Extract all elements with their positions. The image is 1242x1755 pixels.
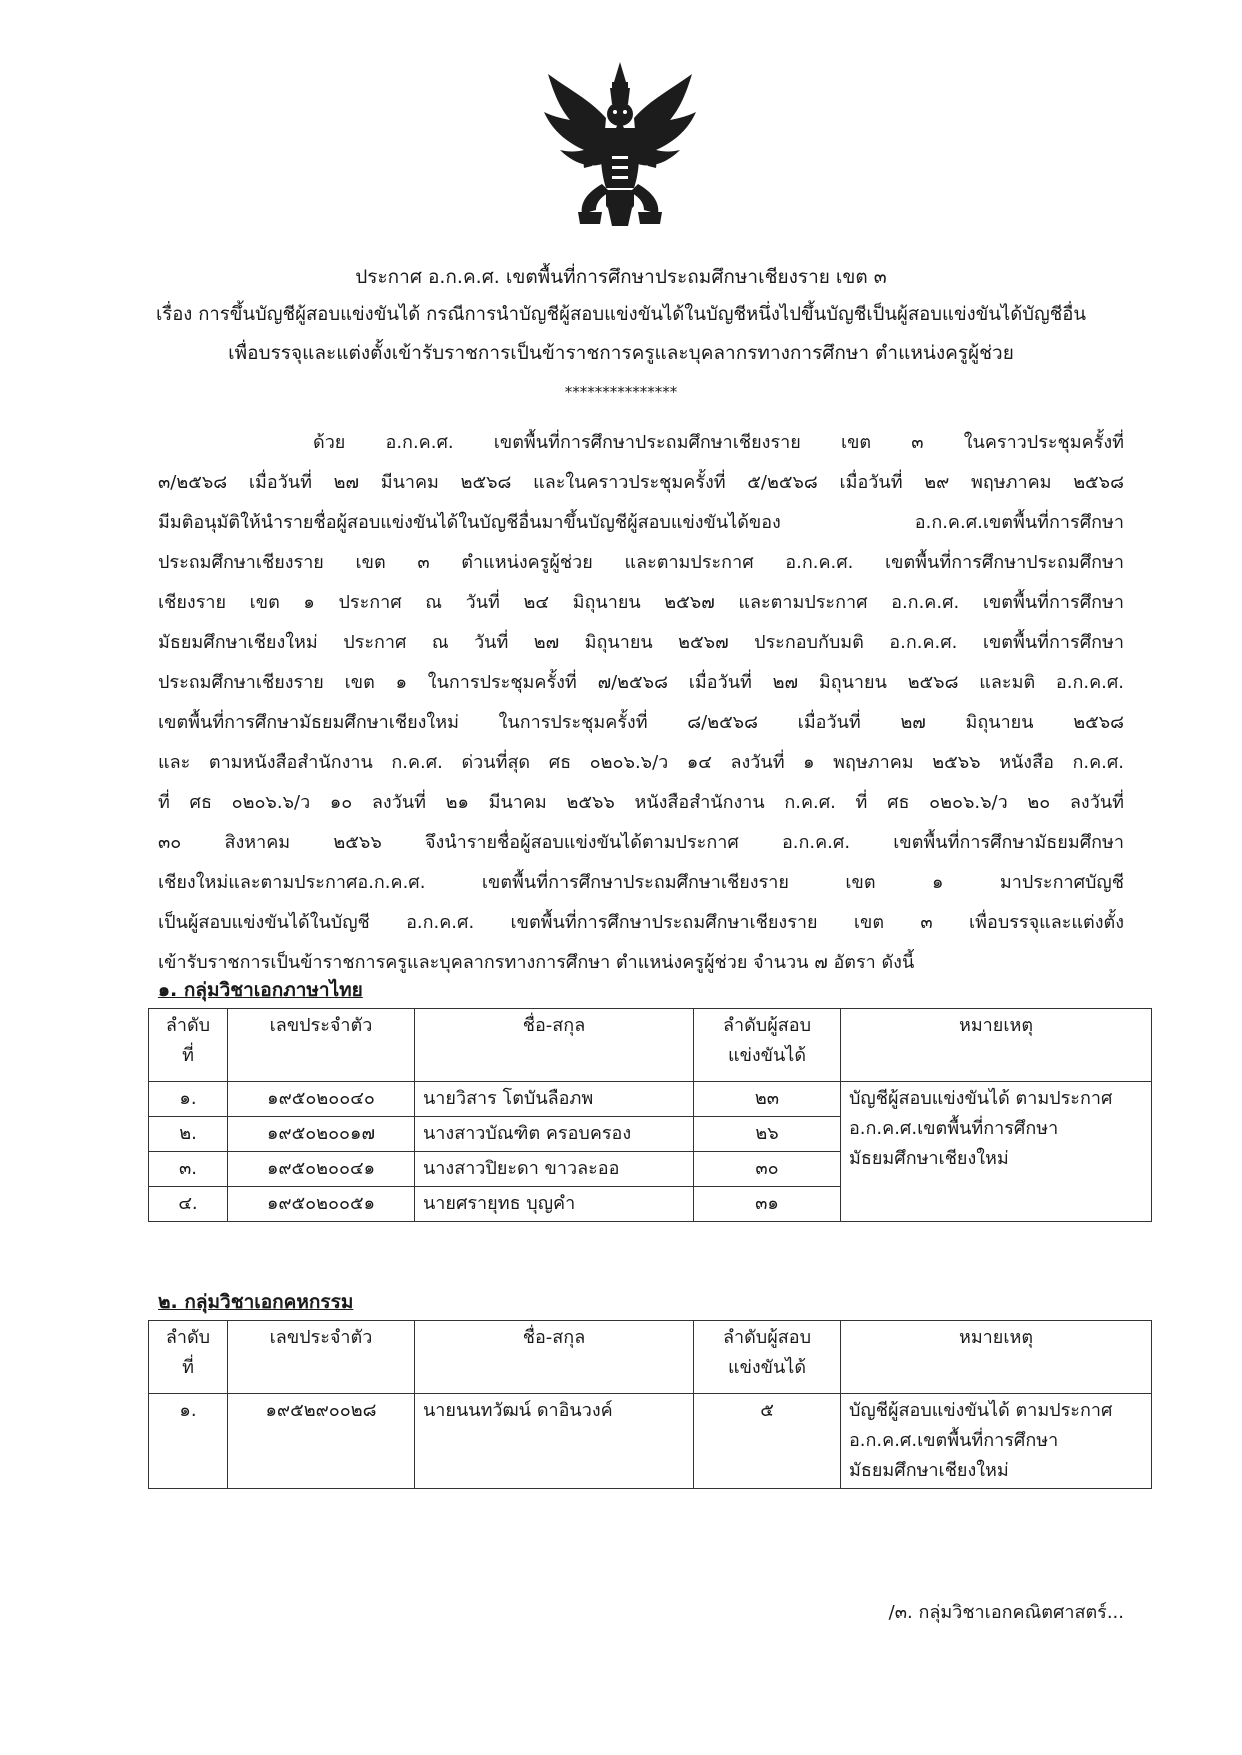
body-line-3: มีมติอนุมัติให้นำรายชื่อผู้สอบแข่งขันได้ในบัญชีอื่นมาขึ้นบัญชีผู้สอบแข่งขันได้ของ อ.ก.ค.ศ.เขตพื้นที่การศึกษา xyxy=(158,512,1124,533)
row-id: ๑๙๕๐๒๐๐๔๐ xyxy=(228,1082,415,1117)
row-note: บัญชีผู้สอบแข่งขันได้ ตามประกาศ อ.ก.ค.ศ.เขตพื้นที่การศึกษา มัธยมศึกษาเชียงใหม่ xyxy=(841,1394,1152,1489)
row-id: ๑๙๕๐๒๐๐๑๗ xyxy=(228,1117,415,1152)
garuda-emblem-icon xyxy=(540,60,700,230)
body-line-2: ๓/๒๕๖๘ เมื่อวันที่ ๒๗ มีนาคม ๒๕๖๘ และในคราวประชุมครั้งที่ ๕/๒๕๖๘ เมื่อวันที่ ๒๙ พฤษภาคม ๒๕๖๘ xyxy=(158,472,1124,493)
header-no: ลำดับ ที่ xyxy=(149,1009,228,1082)
body-line-14: เข้ารับราชการเป็นข้าราชการครูและบุคลากรทางการศึกษา ตำแหน่งครูผู้ช่วย จำนวน ๗ อัตรา ดังนี้ xyxy=(158,952,915,973)
table-header-row xyxy=(149,1009,1152,1082)
row-name: นายวิสาร โตบันลือภพ xyxy=(415,1082,694,1117)
body-line-9: และ ตามหนังสือสำนักงาน ก.ค.ศ. ด่วนที่สุด ศธ ๐๒๐๖.๖/ว ๑๔ ลงวันที่ ๑ พฤษภาคม ๒๕๖๖ หนังสือ ก.ค.ศ. xyxy=(158,752,1124,773)
body-line-13: เป็นผู้สอบแข่งขันได้ในบัญชี อ.ก.ค.ศ. เขตพื้นที่การศึกษาประถมศึกษาเชียงราย เขต ๓ เพื่อบรรจุและแต่งตั้ง xyxy=(158,912,1124,933)
body-line-4: ประถมศึกษาเชียงราย เขต ๓ ตำแหน่งครูผู้ช่วย และตามประกาศ อ.ก.ค.ศ. เขตพื้นที่การศึกษาประถมศึกษา xyxy=(158,552,1124,573)
separator-stars: *************** xyxy=(564,383,678,401)
roster-table-home-economics xyxy=(148,1320,1152,1489)
header-note: หมายเหตุ xyxy=(841,1009,1152,1082)
row-name: นายนนทวัฒน์ ดาอินวงค์ xyxy=(415,1394,694,1489)
announcement-purpose: เพื่อบรรจุและแต่งตั้งเข้ารับราชการเป็นข้าราชการครูและบุคลากรทางการศึกษา ตำแหน่งครูผู้ช่วย xyxy=(228,342,1014,364)
announcement-subject: เรื่อง การขึ้นบัญชีผู้สอบแข่งขันได้ กรณีการนำบัญชีผู้สอบแข่งขันได้ในบัญชีหนึ่งไปขึ้นบัญชีเป็นผู้สอบแข่งขันได้บัญชีอื่น xyxy=(155,304,1087,325)
section-title-home-economics: ๒. กลุ่มวิชาเอกคหกรรม xyxy=(158,1291,354,1313)
header-note: หมายเหตุ xyxy=(841,1321,1152,1394)
body-line-12: เชียงใหม่และตามประกาศอ.ก.ค.ศ. เขตพื้นที่การศึกษาประถมศึกษาเชียงราย เขต ๑ มาประกาศบัญชี xyxy=(158,872,1124,893)
body-line-8: เขตพื้นที่การศึกษามัธยมศึกษาเชียงใหม่ ในการประชุมครั้งที่ ๘/๒๕๖๘ เมื่อวันที่ ๒๗ มิถุนายน ๒๕๖๘ xyxy=(158,712,1124,733)
body-line-11: ๓๐ สิงหาคม ๒๕๖๖ จึงนำรายชื่อผู้สอบแข่งขันได้ตามประกาศ อ.ก.ค.ศ. เขตพื้นที่การศึกษามัธยมศึกษา xyxy=(158,832,1124,853)
announcement-title: ประกาศ อ.ก.ค.ศ. เขตพื้นที่การศึกษาประถมศึกษาเชียงราย เขต ๓ xyxy=(355,266,887,288)
header-id: เลขประจำตัว xyxy=(228,1009,415,1082)
row-no: ๑. xyxy=(149,1082,228,1117)
header-rank: ลำดับผู้สอบ แข่งขันได้ xyxy=(694,1321,841,1394)
row-rank: ๓๐ xyxy=(694,1152,841,1187)
row-name: นางสาวบัณฑิต ครอบครอง xyxy=(415,1117,694,1152)
body-line-6: มัธยมศึกษาเชียงใหม่ ประกาศ ณ วันที่ ๒๗ มิถุนายน ๒๕๖๗ ประกอบกับมติ อ.ก.ค.ศ. เขตพื้นที่การศึกษา xyxy=(158,632,1124,653)
section-title-thai: ๑. กลุ่มวิชาเอกภาษาไทย xyxy=(158,979,363,1001)
table-header-row xyxy=(149,1321,1152,1394)
row-no: ๔. xyxy=(149,1187,228,1222)
row-rank: ๒๓ xyxy=(694,1082,841,1117)
body-line-5: เชียงราย เขต ๑ ประกาศ ณ วันที่ ๒๔ มิถุนายน ๒๕๖๗ และตามประกาศ อ.ก.ค.ศ. เขตพื้นที่การศึกษา xyxy=(158,592,1124,613)
row-id: ๑๙๕๐๒๐๐๕๑ xyxy=(228,1187,415,1222)
header-no: ลำดับ ที่ xyxy=(149,1321,228,1394)
row-rank: ๒๖ xyxy=(694,1117,841,1152)
header-id: เลขประจำตัว xyxy=(228,1321,415,1394)
body-line-7: ประถมศึกษาเชียงราย เขต ๑ ในการประชุมครั้งที่ ๗/๒๕๖๘ เมื่อวันที่ ๒๗ มิถุนายน ๒๕๖๘ และมติ อ.ก.ค.ศ. xyxy=(158,672,1124,693)
row-rank: ๓๑ xyxy=(694,1187,841,1222)
table-row xyxy=(149,1082,1152,1117)
body-line-10: ที่ ศธ ๐๒๐๖.๖/ว ๑๐ ลงวันที่ ๒๑ มีนาคม ๒๕๖๖ หนังสือสำนักงาน ก.ค.ศ. ที่ ศธ ๐๒๐๖.๖/ว ๒๐ ลงวันที่ xyxy=(158,792,1124,813)
header-rank: ลำดับผู้สอบ แข่งขันได้ xyxy=(694,1009,841,1082)
continuation-note: /๓. กลุ่มวิชาเอกคณิตศาสตร์... xyxy=(888,1602,1124,1623)
body-line-1: ด้วย อ.ก.ค.ศ. เขตพื้นที่การศึกษาประถมศึกษาเชียงราย เขต ๓ ในคราวประชุมครั้งที่ xyxy=(313,432,1124,453)
table-row xyxy=(149,1394,1152,1489)
row-name: นางสาวปิยะดา ขาวละออ xyxy=(415,1152,694,1187)
roster-table-thai xyxy=(148,1008,1152,1222)
row-name: นายศรายุทธ บุญคำ xyxy=(415,1187,694,1222)
header-name: ชื่อ-สกุล xyxy=(415,1321,694,1394)
row-note: บัญชีผู้สอบแข่งขันได้ ตามประกาศ อ.ก.ค.ศ.เขตพื้นที่การศึกษา มัธยมศึกษาเชียงใหม่ xyxy=(841,1082,1152,1222)
row-no: ๑. xyxy=(149,1394,228,1489)
row-no: ๓. xyxy=(149,1152,228,1187)
row-rank: ๕ xyxy=(694,1394,841,1489)
header-name: ชื่อ-สกุล xyxy=(415,1009,694,1082)
row-id: ๑๙๕๐๒๐๐๔๑ xyxy=(228,1152,415,1187)
row-no: ๒. xyxy=(149,1117,228,1152)
row-id: ๑๙๕๒๙๐๐๒๘ xyxy=(228,1394,415,1489)
